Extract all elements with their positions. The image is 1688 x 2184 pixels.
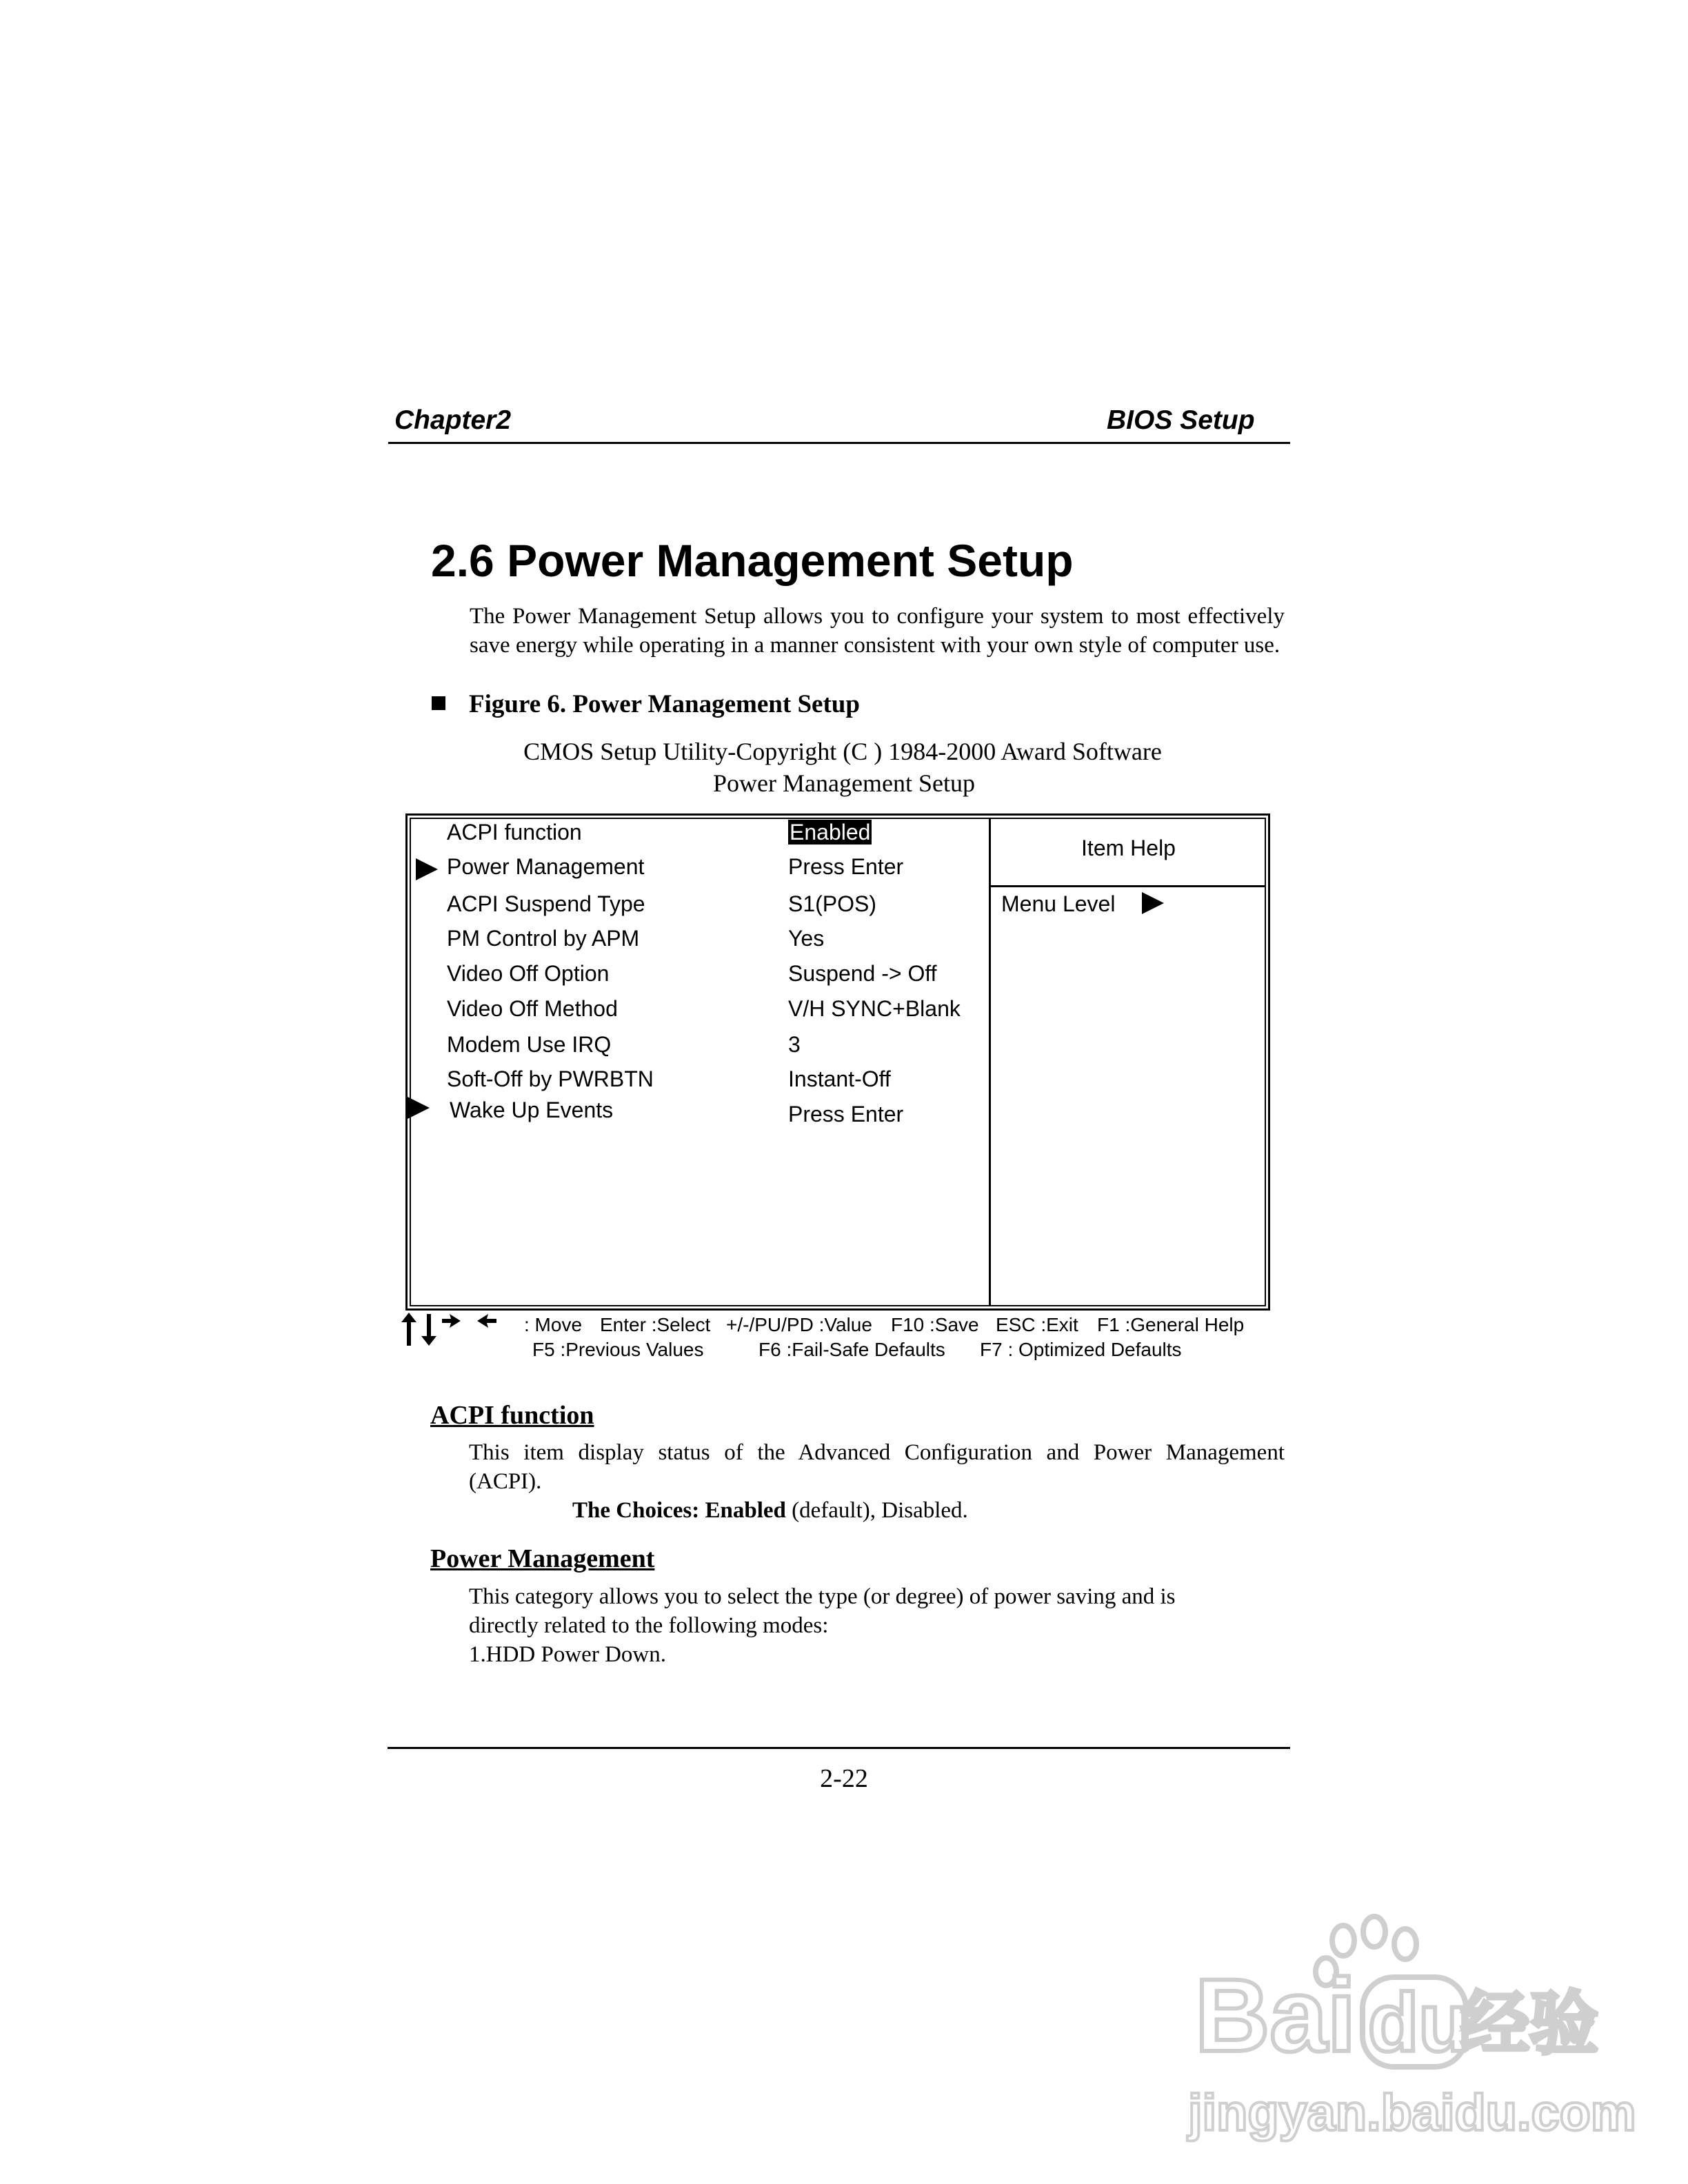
header-rule (388, 442, 1290, 444)
selected-value[interactable]: Enabled (790, 820, 871, 845)
help-header-divider (989, 885, 1266, 887)
menu-item-pm-control-value[interactable]: Yes (788, 926, 825, 951)
menu-level-label: Menu Level (1001, 891, 1116, 916)
menu-item-power-management-value[interactable]: Press Enter (788, 854, 904, 879)
menu-item-soft-off-label[interactable]: Soft-Off by PWRBTN (447, 1066, 654, 1091)
menu-item-modem-irq-value[interactable]: 3 (788, 1032, 801, 1057)
key-value: +/-/PU/PD :Value (726, 1314, 872, 1335)
menu-item-wake-up-events-label[interactable]: Wake Up Events (450, 1098, 614, 1122)
footer-rule (388, 1747, 1290, 1749)
menu-item-modem-irq-label[interactable]: Modem Use IRQ (447, 1032, 612, 1057)
menu-item-video-off-method-value[interactable]: V/H SYNC+Blank (788, 996, 961, 1021)
menu-item-wake-up-events-value[interactable]: Press Enter (788, 1102, 904, 1126)
menu-item-acpi-function-label[interactable]: ACPI function (447, 820, 582, 845)
menu-item-acpi-suspend-type-value[interactable]: S1(POS) (788, 891, 877, 916)
acpi-choices (572, 1496, 968, 1525)
pm-text-line1: This category allows you to select the type (or degree) of power saving and is (469, 1584, 1176, 1609)
key-previous: F5 :Previous Values (532, 1339, 704, 1360)
key-failsafe: F6 :Fail-Safe Defaults (758, 1339, 945, 1360)
acpi-text-line1: This item display status of the Advanced Configuration and Power Management (469, 1440, 1285, 1465)
baidu-jingyan-watermark (1185, 1910, 1636, 2144)
choices-default: Enabled (705, 1498, 786, 1523)
section-label: BIOS Setup (1107, 405, 1255, 435)
menu-item-power-management-label[interactable]: Power Management (447, 854, 645, 879)
section-heading-acpi: ACPI function (430, 1401, 594, 1430)
pm-text-line2: directly related to the following modes: (469, 1613, 829, 1638)
menu-item-pm-control-label[interactable]: PM Control by APM (447, 926, 640, 951)
menu-item-soft-off-value[interactable]: Instant-Off (788, 1066, 891, 1091)
menu-item-video-off-option-value[interactable]: Suspend -> Off (788, 961, 937, 986)
utility-screen-title: Power Management Setup (713, 769, 975, 797)
item-help-title: Item Help (1081, 836, 1176, 860)
figure-caption (432, 689, 860, 719)
menu-item-acpi-suspend-type-label[interactable]: ACPI Suspend Type (447, 891, 645, 916)
watermark-url: jingyan.baidu.com (1188, 2084, 1636, 2141)
section-heading-power-management: Power Management (430, 1544, 655, 1573)
key-exit: ESC :Exit (996, 1314, 1078, 1335)
svg-text:经验: 经验 (1460, 1983, 1598, 2064)
svg-text:du: du (1368, 1976, 1469, 2069)
menu-level-arrow-icon (1142, 892, 1164, 914)
key-help: F1 :General Help (1097, 1314, 1245, 1335)
svg-text:Bai: Bai (1195, 1957, 1356, 2073)
key-save: F10 :Save (891, 1314, 979, 1335)
menu-item-acpi-function-value[interactable] (788, 820, 872, 845)
arrow-up-icon (401, 1313, 416, 1346)
page-title: 2.6 Power Management Setup (431, 535, 1074, 586)
navigation-arrows-icon (399, 1313, 516, 1348)
help-divider (989, 818, 991, 1306)
utility-copyright: CMOS Setup Utility-Copyright (C ) 1984-2000 Award Software (523, 738, 1162, 765)
key-move: : Move (524, 1314, 583, 1335)
pm-text-line3: 1.HDD Power Down. (469, 1642, 666, 1667)
intro-paragraph: The Power Management Setup allows you to configure your system to most effectively save energy while operating in a manner consistent with your own style of computer use. (470, 604, 1285, 658)
key-enter: Enter :Select (600, 1314, 711, 1335)
figure-caption-text: Figure 6. Power Management Setup (469, 690, 860, 718)
menu-item-video-off-method-label[interactable]: Video Off Method (447, 996, 618, 1021)
arrow-down-icon (421, 1314, 436, 1346)
menu-item-video-off-option-label[interactable]: Video Off Option (447, 961, 610, 986)
choices-rest: (default), Disabled. (792, 1498, 968, 1523)
submenu-arrow-icon (416, 858, 438, 880)
key-optimized: F7 : Optimized Defaults (980, 1339, 1182, 1360)
chapter-label: Chapter2 (394, 405, 512, 435)
arrow-left-icon (477, 1314, 496, 1328)
bullet-square-icon (432, 696, 445, 710)
choices-label: The Choices: (572, 1498, 700, 1523)
arrow-right-icon (442, 1314, 461, 1328)
acpi-text-line2: (ACPI). (469, 1469, 542, 1494)
submenu-arrow-icon (408, 1097, 430, 1119)
page-number: 2-22 (820, 1764, 868, 1793)
